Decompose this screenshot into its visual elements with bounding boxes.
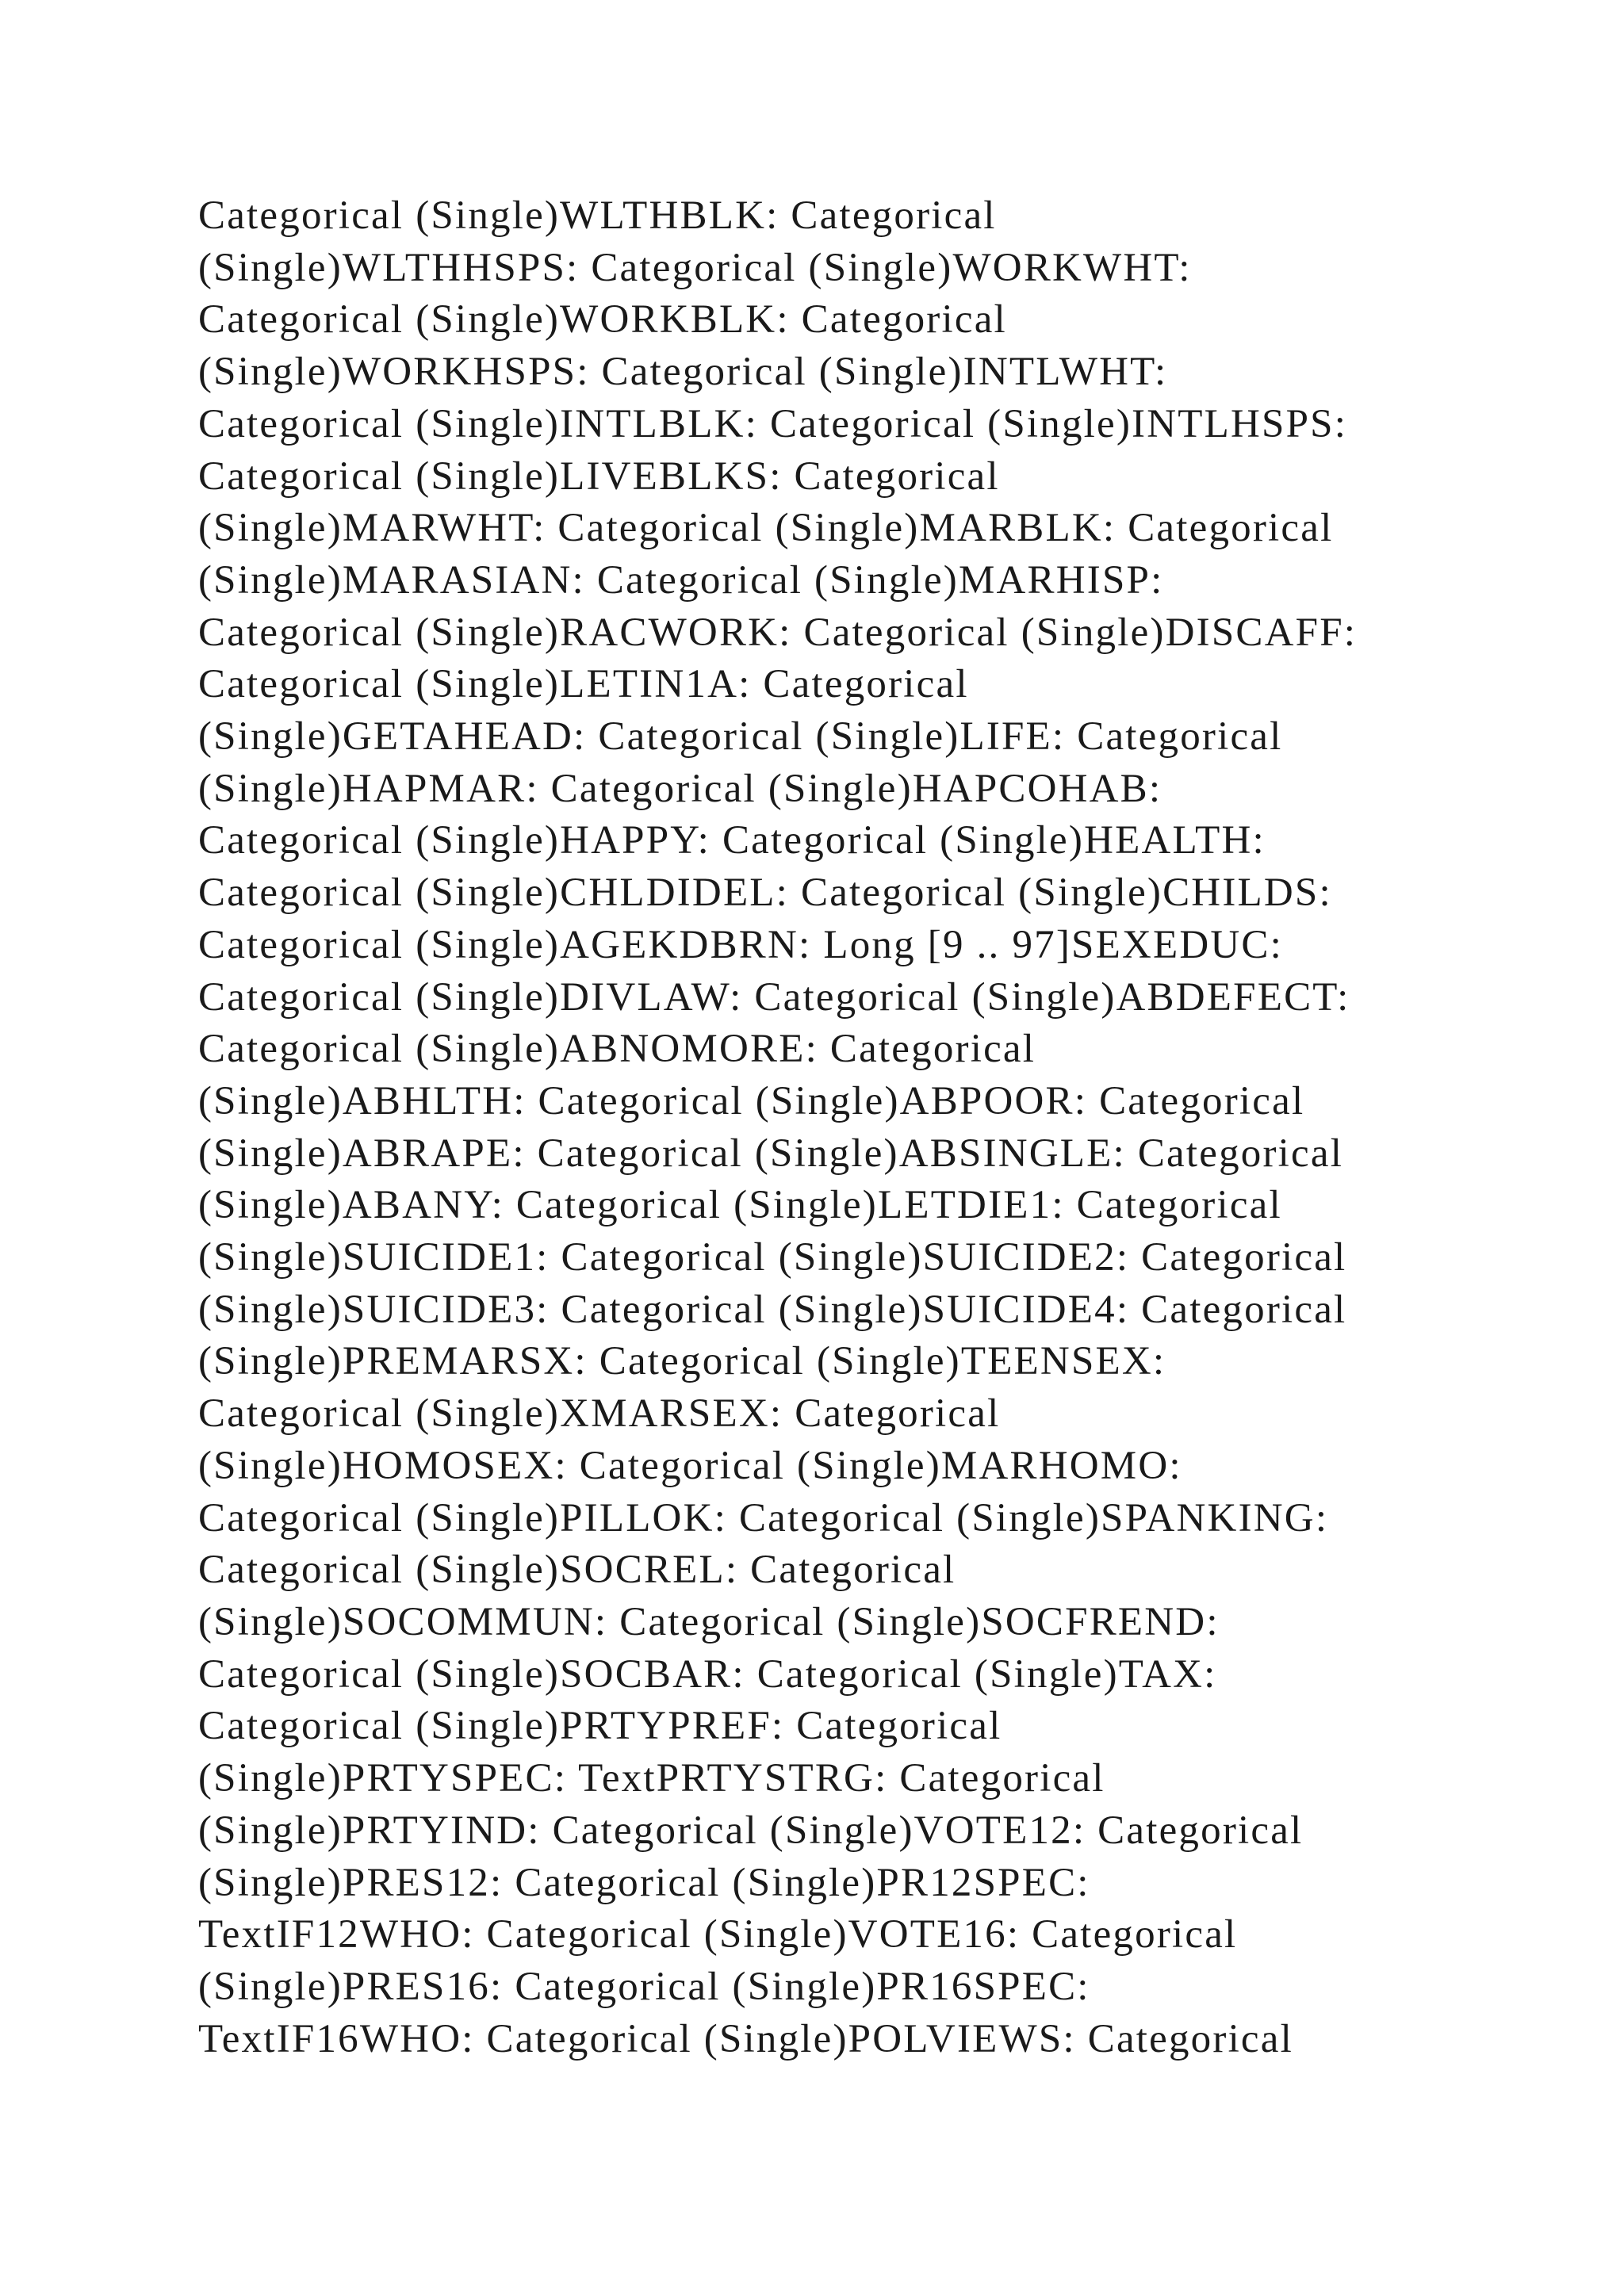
text-line: (Single)PRTYSPEC: TextPRTYSTRG: Categorical	[198, 1756, 1105, 1801]
text-line: Categorical (Single)AGEKDBRN: Long [9 .. 97]SEXEDUC:	[198, 922, 1283, 967]
text-line: (Single)SUICIDE3: Categorical (Single)SUICIDE4: Categorical	[198, 1287, 1347, 1332]
text-line: (Single)PRTYIND: Categorical (Single)VOTE12: Categorical	[198, 1808, 1304, 1853]
text-line: Categorical (Single)PRTYPREF: Categorical	[198, 1704, 1002, 1749]
text-line: (Single)HAPMAR: Categorical (Single)HAPCOHAB:	[198, 766, 1162, 811]
text-line: TextIF16WHO: Categorical (Single)POLVIEWS: Categorical	[198, 2016, 1293, 2061]
text-line: Categorical (Single)WLTHBLK: Categorical	[198, 193, 997, 238]
text-line: Categorical (Single)XMARSEX: Categorical	[198, 1391, 1001, 1437]
text-line: (Single)ABANY: Categorical (Single)LETDIE1: Categorical	[198, 1183, 1282, 1228]
text-line: Categorical (Single)RACWORK: Categorical (Single)DISCAFF:	[198, 610, 1358, 655]
text-line: Categorical (Single)INTLBLK: Categorical (Single)INTLHSPS:	[198, 401, 1348, 446]
text-line: (Single)GETAHEAD: Categorical (Single)LIFE: Categorical	[198, 714, 1283, 760]
text-line: (Single)SOCOMMUN: Categorical (Single)SOCFREND:	[198, 1599, 1220, 1644]
text-line: (Single)MARWHT: Categorical (Single)MARBLK: Categorical	[198, 506, 1334, 551]
text-line: (Single)ABHLTH: Categorical (Single)ABPOOR: Categorical	[198, 1078, 1305, 1123]
text-line: Categorical (Single)PILLOK: Categorical (Single)SPANKING:	[198, 1495, 1329, 1540]
text-line: Categorical (Single)SOCREL: Categorical	[198, 1548, 956, 1593]
text-line: Categorical (Single)WORKBLK: Categorical	[198, 297, 1007, 342]
text-line: Categorical (Single)LIVEBLKS: Categorical	[198, 453, 1000, 499]
text-line: (Single)WLTHHSPS: Categorical (Single)WORKWHT:	[198, 245, 1192, 290]
text-line: Categorical (Single)ABNOMORE: Categorical	[198, 1027, 1036, 1072]
text-line: (Single)PRES12: Categorical (Single)PR12SPEC:	[198, 1860, 1090, 1905]
text-line: Categorical (Single)DIVLAW: Categorical (Single)ABDEFECT:	[198, 974, 1350, 1020]
text-line: TextIF12WHO: Categorical (Single)VOTE16: Categorical	[198, 1912, 1238, 1957]
text-line: Categorical (Single)CHLDIDEL: Categorical (Single)CHILDS:	[198, 871, 1332, 916]
text-line: (Single)SUICIDE1: Categorical (Single)SUICIDE2: Categorical	[198, 1235, 1347, 1280]
text-line: Categorical (Single)LETIN1A: Categorical	[198, 662, 969, 707]
text-line: Categorical (Single)HAPPY: Categorical (Single)HEALTH:	[198, 818, 1266, 863]
text-line: (Single)WORKHSPS: Categorical (Single)INTLWHT:	[198, 350, 1168, 395]
text-line: (Single)MARASIAN: Categorical (Single)MARHISP:	[198, 557, 1164, 603]
text-line: (Single)HOMOSEX: Categorical (Single)MARHOMO:	[198, 1443, 1182, 1488]
text-line: Categorical (Single)SOCBAR: Categorical (Single)TAX:	[198, 1651, 1217, 1697]
body-text	[198, 190, 1499, 2065]
text-line: (Single)PRES16: Categorical (Single)PR16SPEC:	[198, 1964, 1090, 2009]
text-line: (Single)PREMARSX: Categorical (Single)TEENSEX:	[198, 1339, 1166, 1384]
text-line: (Single)ABRAPE: Categorical (Single)ABSINGLE: Categorical	[198, 1131, 1344, 1176]
